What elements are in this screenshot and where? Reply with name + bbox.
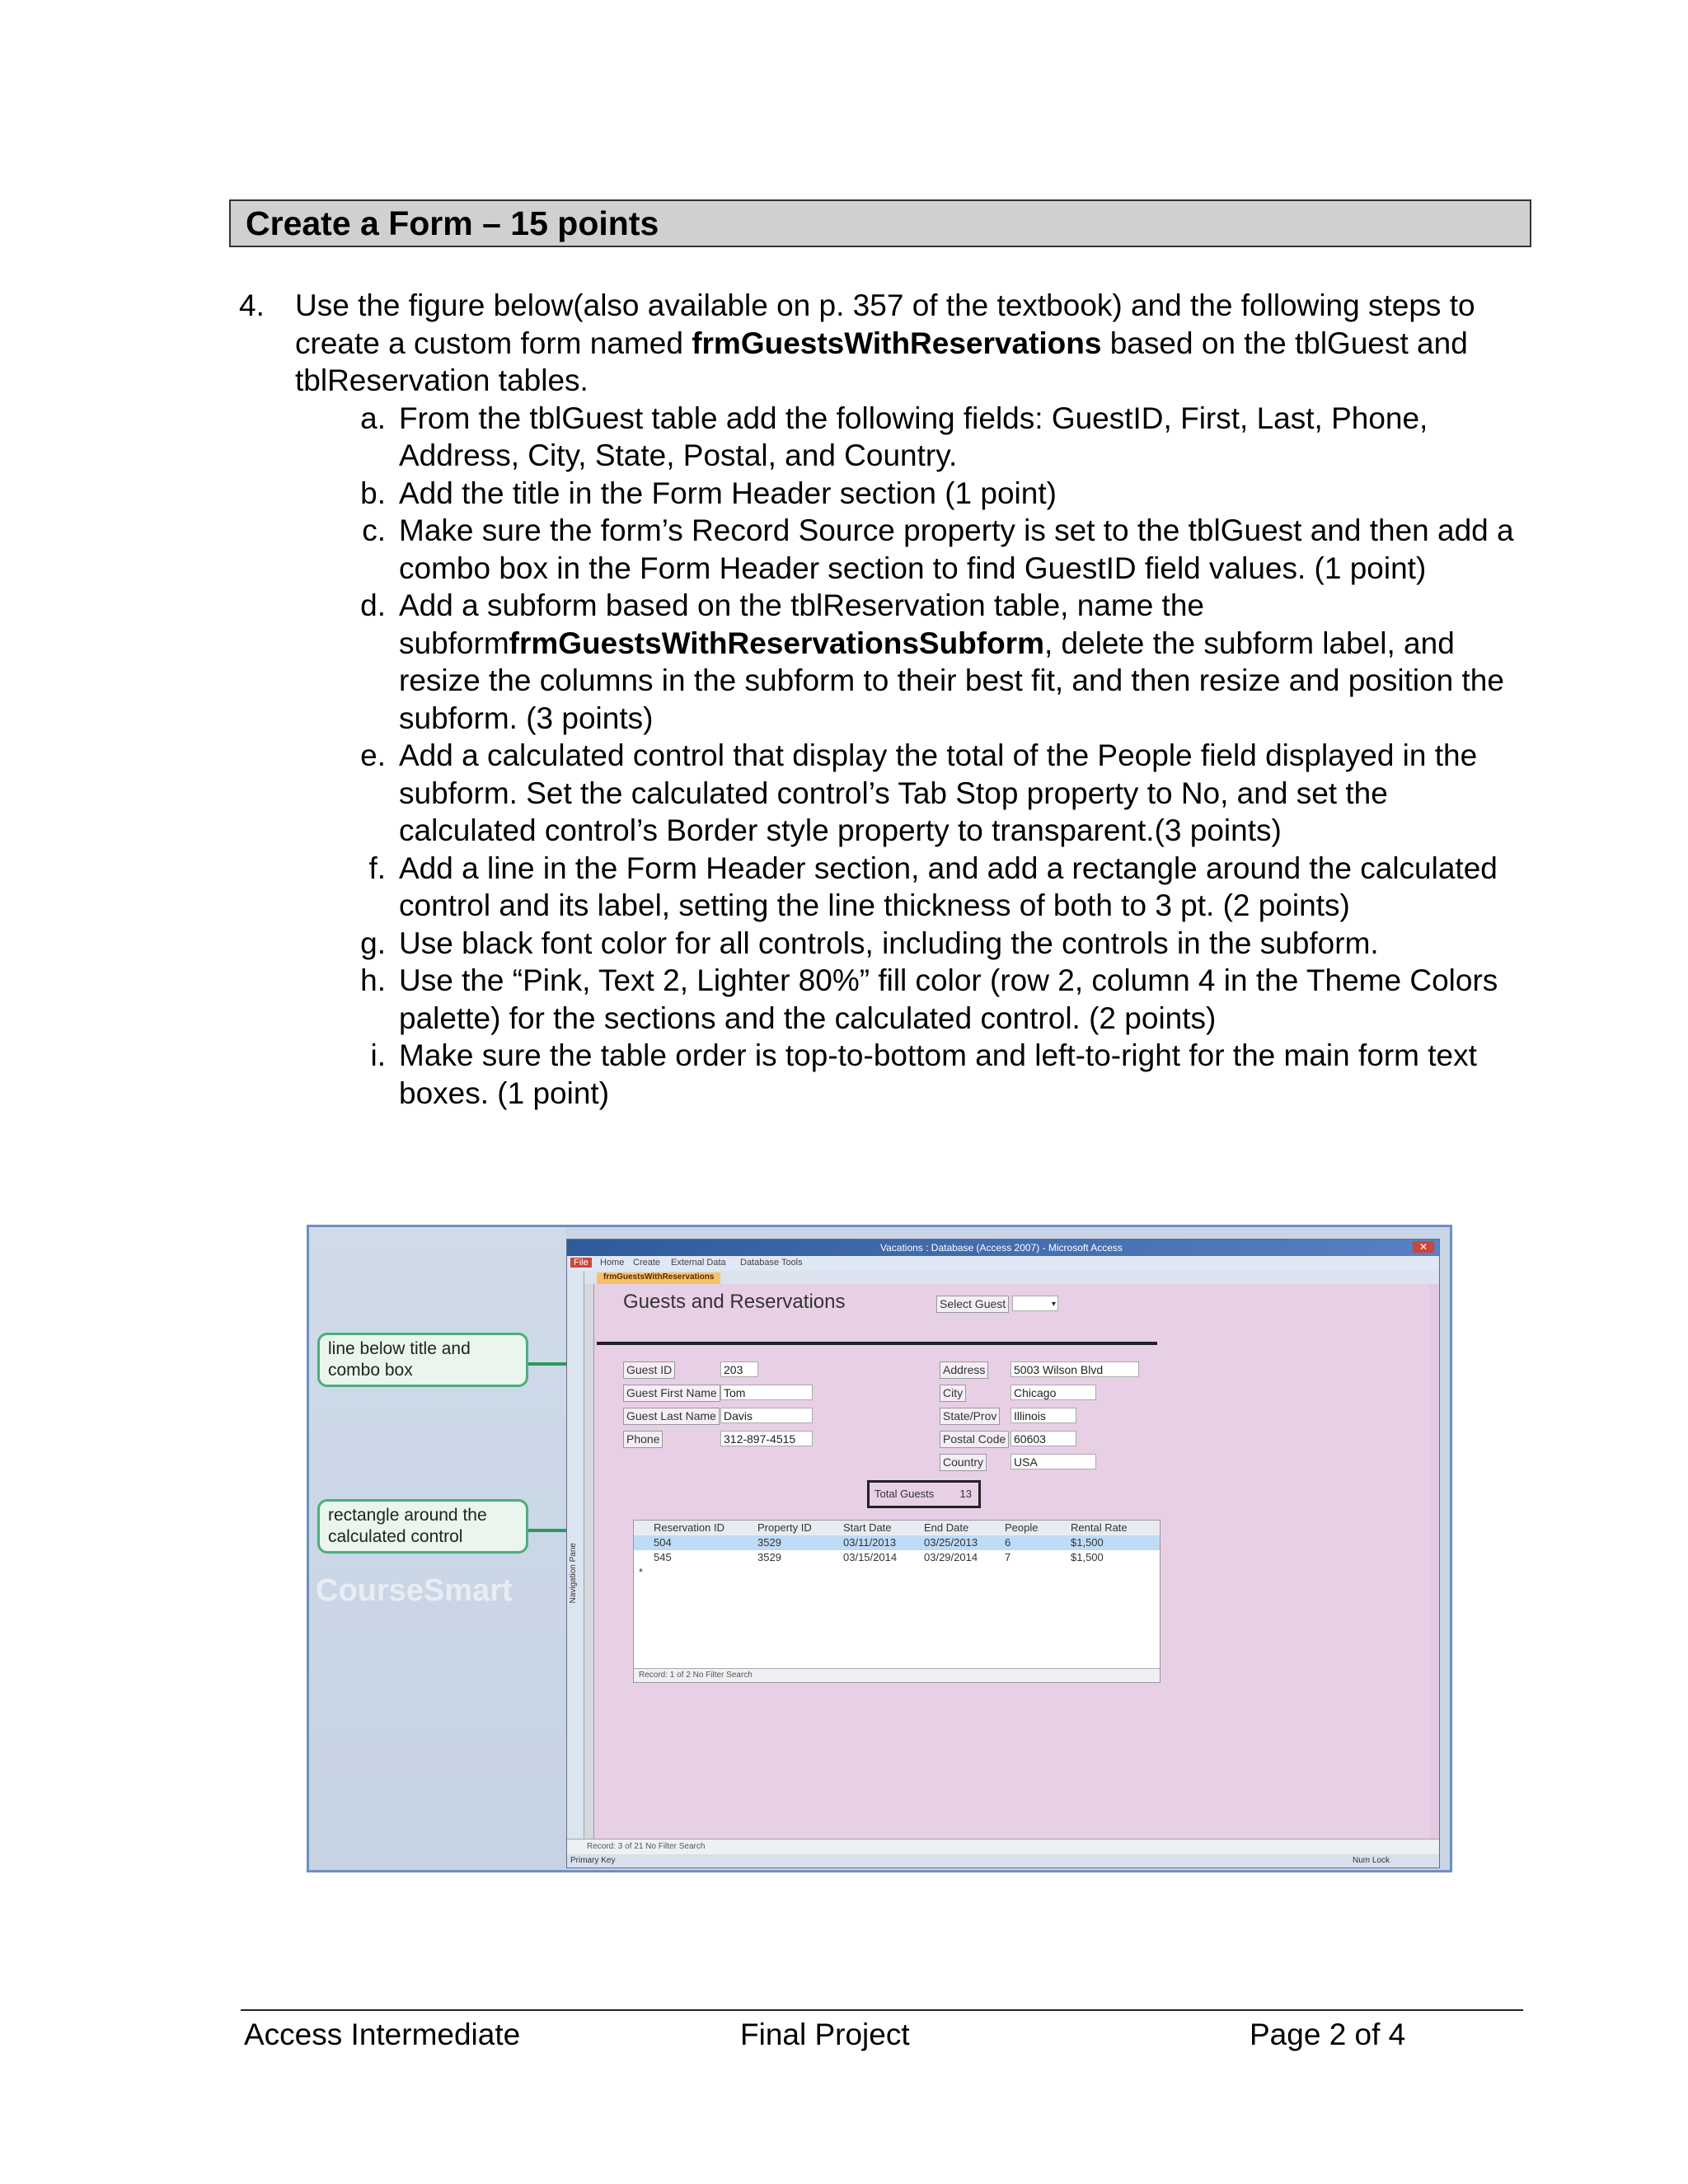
step-text-part: Add a subform based on the tblReservation table, name the subform	[399, 588, 1204, 660]
step-text: Make sure the form’s Record Source property is set to the tblGuest and then add a combo box in the Form Header section to find GuestID field values. (1 point)	[399, 513, 1514, 585]
table-row[interactable]	[634, 1535, 1160, 1550]
first-name-field[interactable]: Tom	[720, 1385, 813, 1400]
cell: 545	[654, 1551, 672, 1563]
step-text: From the tblGuest table add the following fields: GuestID, First, Last, Phone, Address, City, State, Postal, and Country.	[399, 401, 1428, 472]
cell: 7	[1005, 1551, 1011, 1563]
total-guests-label: Total Guests	[874, 1488, 935, 1500]
postal-code-field[interactable]: 60603	[1010, 1431, 1076, 1446]
tab-file[interactable]: File	[570, 1258, 592, 1268]
window-titlebar	[567, 1240, 1439, 1256]
select-guest-label: Select Guest	[936, 1296, 1009, 1313]
instructions	[239, 287, 1525, 1112]
cell: 03/29/2014	[924, 1551, 978, 1563]
footer-right: Page 2 of 4	[1250, 2018, 1406, 2051]
select-guest-combo[interactable]	[1012, 1296, 1058, 1311]
step-text: Use black font color for all controls, including the controls in the subform.	[399, 926, 1379, 960]
cell: 504	[654, 1536, 672, 1549]
section-title: Create a Form – 15 points	[246, 204, 659, 242]
record-navigation[interactable]	[567, 1839, 1439, 1854]
last-name-field[interactable]: Davis	[720, 1408, 813, 1423]
col-reservation-id[interactable]: Reservation ID	[654, 1521, 724, 1534]
step-letter: b.	[360, 476, 386, 510]
guest-id-label: Guest ID	[623, 1361, 675, 1379]
new-record-icon: *	[639, 1566, 644, 1578]
footer-center: Final Project	[740, 2018, 910, 2051]
cell: 03/15/2014	[843, 1551, 898, 1563]
step-g	[336, 925, 1525, 963]
subform-name: frmGuestsWithReservationsSubform	[509, 626, 1044, 660]
step-text: Make sure the table order is top-to-bottom and left-to-right for the main form text boxes. (1 point)	[399, 1038, 1477, 1110]
state-label: State/Prov	[940, 1408, 1000, 1425]
item-4	[239, 287, 1525, 400]
postal-code-label: Postal Code	[940, 1431, 1009, 1448]
address-label: Address	[940, 1361, 988, 1379]
step-i	[336, 1037, 1525, 1112]
step-letter: c.	[362, 513, 386, 547]
address-field[interactable]: 5003 Wilson Blvd	[1010, 1361, 1139, 1377]
subform-nav-text: Record: 1 of 2 No Filter Search	[639, 1671, 753, 1680]
steps-list	[239, 400, 1525, 1113]
intro-text: Use the figure below(also available on p. 357 of the textbook) and the following steps to create a custom form named	[295, 288, 1475, 360]
navigation-pane[interactable]	[567, 1271, 584, 1840]
state-field[interactable]: Illinois	[1010, 1408, 1076, 1423]
guest-id-field[interactable]: 203	[720, 1361, 758, 1377]
step-text: Add the title in the Form Header section (1 point)	[399, 476, 1057, 510]
step-letter: e.	[360, 738, 386, 772]
first-name-label: Guest First Name	[623, 1385, 720, 1402]
window-title: Vacations : Database (Access 2007) - Microsoft Access	[880, 1242, 1123, 1254]
title-underline	[597, 1342, 1157, 1345]
table-row[interactable]	[634, 1550, 1160, 1565]
cell: 03/25/2013	[924, 1536, 978, 1549]
callout-rectangle: rectangle around the calculated control	[317, 1499, 528, 1554]
step-text: Add a line in the Form Header section, and add a rectangle around the calculated control and its label, setting the line thickness of both to 3 pt. (2 points)	[399, 851, 1498, 922]
country-field[interactable]: USA	[1010, 1454, 1096, 1469]
step-letter: i.	[370, 1038, 386, 1072]
close-icon[interactable]: ✕	[1413, 1241, 1434, 1253]
access-window	[566, 1239, 1440, 1868]
subform-record-navigation[interactable]	[634, 1668, 1160, 1682]
step-letter: f.	[368, 851, 386, 885]
step-h	[336, 962, 1525, 1037]
step-letter: h.	[360, 963, 386, 997]
intro-text-end: based on the tblGuest and tblReservation tables.	[295, 326, 1468, 397]
step-letter: a.	[360, 401, 386, 435]
cell: 03/11/2013	[843, 1536, 897, 1549]
col-start-date[interactable]: Start Date	[843, 1521, 892, 1534]
total-guests-rectangle	[867, 1480, 981, 1508]
cell: 3529	[757, 1536, 781, 1549]
tab-home[interactable]: Home	[600, 1258, 625, 1268]
cell: 6	[1005, 1536, 1011, 1549]
step-a	[336, 400, 1525, 475]
tab-external-data[interactable]: External Data	[671, 1258, 726, 1268]
step-text: Add a calculated control that display the total of the People field displayed in the subform. Set the calculated control’s Tab Stop property to No, and set the calculated control’s Border style property to transparent.(3 points)	[399, 738, 1478, 847]
form-name: frmGuestsWithReservations	[692, 326, 1102, 360]
phone-label: Phone	[623, 1431, 663, 1448]
form-title: Guests and Reservations	[623, 1291, 846, 1313]
status-right: Num Lock	[1352, 1856, 1390, 1865]
footer-left: Access Intermediate	[244, 2018, 521, 2051]
step-b	[336, 475, 1525, 513]
status-left: Primary Key	[570, 1856, 616, 1865]
ribbon	[567, 1256, 1439, 1271]
step-text: Use the “Pink, Text 2, Lighter 80%” fill color (row 2, column 4 in the Theme Colors palette) for the sections and the calculated control. (2 points)	[399, 963, 1498, 1035]
col-rental-rate[interactable]: Rental Rate	[1071, 1521, 1128, 1534]
chevron-down-icon[interactable]: ▾	[1051, 1300, 1056, 1309]
tab-database-tools[interactable]: Database Tools	[740, 1258, 803, 1268]
cell: $1,500	[1071, 1536, 1104, 1549]
access-form-figure	[307, 1225, 1452, 1872]
section-header	[229, 199, 1531, 247]
city-field[interactable]: Chicago	[1010, 1385, 1096, 1400]
reservations-subform[interactable]	[633, 1520, 1160, 1683]
last-name-label: Guest Last Name	[623, 1408, 720, 1425]
total-guests-value: 13	[959, 1488, 972, 1500]
step-text	[399, 587, 1525, 737]
city-label: City	[940, 1385, 966, 1402]
col-property-id[interactable]: Property ID	[757, 1521, 812, 1534]
status-bar	[567, 1854, 1439, 1868]
subform-header-row	[634, 1521, 1160, 1536]
document-tab[interactable]: frmGuestsWithReservations	[597, 1272, 720, 1284]
step-letter: d.	[360, 588, 386, 622]
footer-divider	[241, 2009, 1523, 2011]
item-intro	[295, 287, 1525, 400]
new-record-row[interactable]	[634, 1565, 1160, 1580]
step-c	[336, 512, 1525, 587]
step-f	[336, 850, 1525, 925]
step-d	[336, 587, 1525, 737]
col-people[interactable]: People	[1005, 1521, 1039, 1534]
col-end-date[interactable]: End Date	[924, 1521, 969, 1534]
cell: $1,500	[1071, 1551, 1104, 1563]
step-text-part: , delete the subform label, and resize the columns in the subform to their best fit, and then resize and position the subform. (3 points)	[399, 626, 1504, 735]
main-nav-text: Record: 3 of 21 No Filter Search	[587, 1842, 706, 1851]
callout-line: line below title and combo box	[317, 1333, 528, 1387]
step-letter: g.	[360, 926, 386, 960]
tab-create[interactable]: Create	[633, 1258, 661, 1268]
step-e	[336, 737, 1525, 850]
nav-pane-label: Navigation Pane	[569, 1543, 578, 1604]
item-number: 4.	[239, 288, 265, 322]
watermark: CourseSmart	[316, 1573, 513, 1608]
record-selector[interactable]	[584, 1284, 594, 1840]
cell: 3529	[757, 1551, 781, 1563]
phone-field[interactable]: 312-897-4515	[720, 1431, 813, 1446]
country-label: Country	[940, 1454, 987, 1471]
